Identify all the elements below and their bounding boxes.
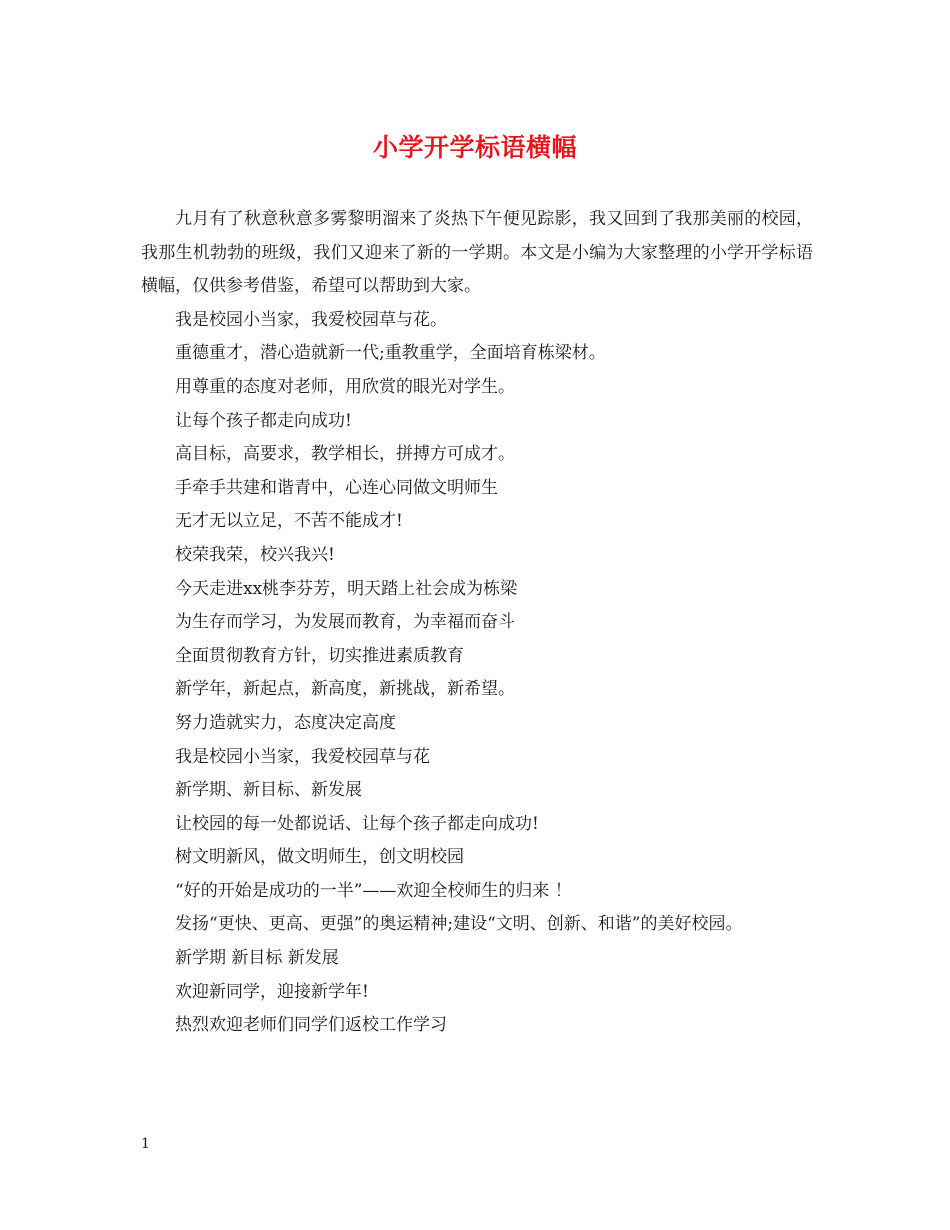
slogan-line: 用尊重的态度对老师，用欣赏的眼光对学生。 — [175, 376, 515, 397]
slogan-line: 全面贯彻教育方针，切实推进素质教育 — [175, 645, 464, 666]
slogan-line: 树文明新风，做文明师生，创文明校园 — [175, 847, 464, 868]
slogan-line: 为生存而学习，为发展而教育，为幸福而奋斗 — [175, 612, 515, 633]
slogan-line: 我是校园小当家，我爱校园草与花 — [175, 746, 430, 767]
paragraph-intro: 九月有了秋意秋意多雾黎明溜来了炎热下午便见踪影，我又回到了我那美丽的校园，我那生机勃勃的班级，我们又迎来了新的一学期。本文是小编为大家整理的小学开学标语横幅，仅供参考借鉴，希望可以帮助到大家。 — [141, 209, 813, 297]
slogan-line: 高目标，高要求，教学相长，拼搏方可成才。 — [175, 444, 515, 465]
slogan-line: 让每个孩子都走向成功! — [175, 410, 352, 431]
slogan-line: 无才无以立足，不苦不能成才! — [175, 511, 403, 532]
slogan-line: 校荣我荣，校兴我兴! — [175, 544, 335, 565]
slogan-line: 新学期、新目标、新发展 — [175, 780, 362, 801]
slogan-line: 努力造就实力，态度决定高度 — [175, 712, 396, 733]
slogan-line: 今天走进xx桃李芬芳，明天踏上社会成为栋梁 — [175, 578, 518, 599]
slogan-line: 重德重才，潜心造就新一代;重教重学，全面培育栋梁材。 — [175, 343, 606, 364]
document-body — [141, 203, 813, 1043]
slogan-line: “好的开始是成功的一半”——欢迎全校师生的归来 ！ — [175, 880, 572, 901]
slogan-line: 欢迎新同学，迎接新学年! — [175, 981, 369, 1002]
document-title: 小学开学标语横幅 — [372, 133, 577, 162]
slogan-line: 新学期 新目标 新发展 — [175, 948, 339, 969]
page-number: 1 — [141, 1136, 150, 1152]
slogan-line: 热烈欢迎老师们同学们返校工作学习 — [175, 1015, 447, 1036]
slogan-line: 发扬“更快、更高、更强”的奥运精神;建设“文明、创新、和谐”的美好校园。 — [175, 914, 743, 935]
slogan-line: 让校园的每一处都说话、让每个孩子都走向成功! — [175, 813, 539, 834]
slogan-line: 手牵手共建和谐青中，心连心同做文明师生 — [175, 477, 498, 498]
slogan-line: 新学年，新起点，新高度，新挑战，新希望。 — [175, 679, 515, 700]
slogan-line: 我是校园小当家，我爱校园草与花。 — [175, 309, 447, 330]
